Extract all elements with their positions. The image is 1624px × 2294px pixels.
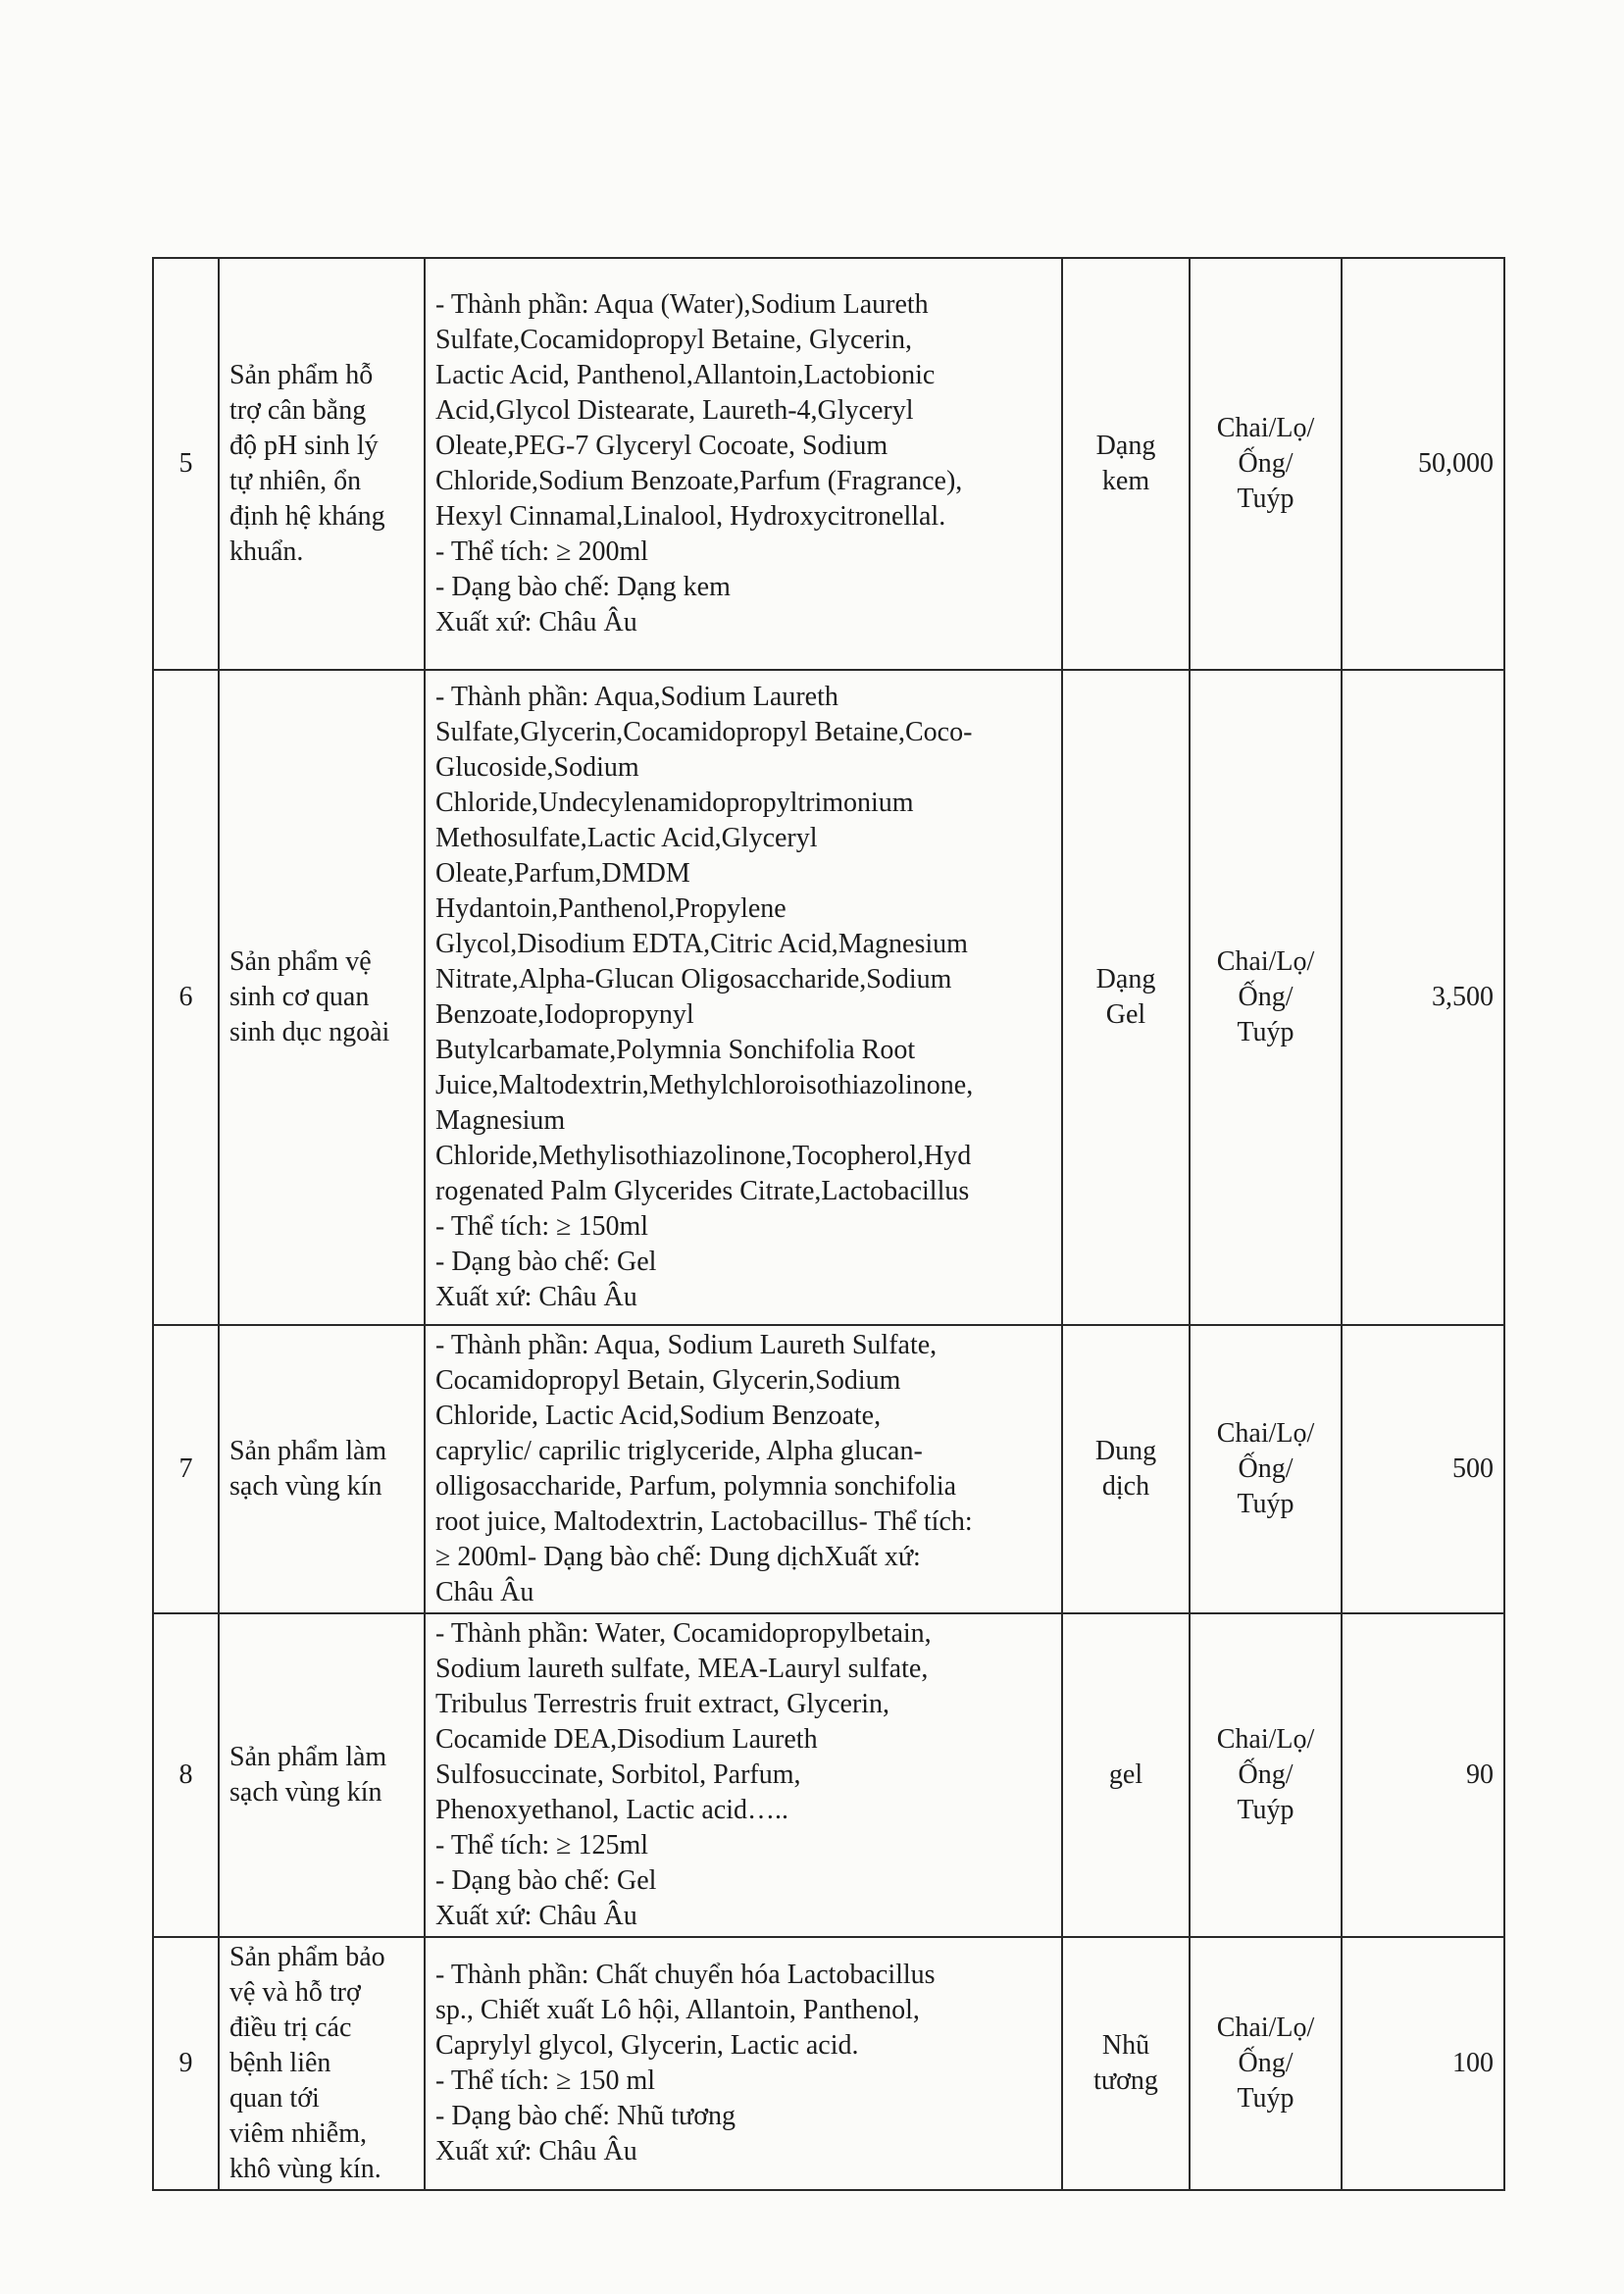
specification-line: Methosulfate,Lactic Acid,Glyceryl (435, 823, 818, 853)
packaging-line: Chai/Lọ/ (1216, 1418, 1315, 1449)
packaging-cell (1190, 1613, 1342, 1937)
packaging-line: Ống/ (1238, 448, 1294, 479)
specification-line: - Thể tích: ≥ 150ml (435, 1211, 649, 1242)
specification-line: Oleate,PEG-7 Glyceryl Cocoate, Sodium (435, 431, 888, 461)
specification-line: rogenated Palm Glycerides Citrate,Lactobacillus (435, 1176, 970, 1206)
dosage-form-line: Dạng (1095, 431, 1156, 461)
packaging-line: Tuýp (1237, 2083, 1294, 2114)
specification-line: Juice,Maltodextrin,Methylchloroisothiazolinone, (435, 1070, 974, 1100)
dosage-form-line: Gel (1105, 999, 1146, 1030)
table-row (153, 1613, 1504, 1937)
product-name-line: khô vùng kín. (229, 2154, 381, 2184)
row-number-cell (153, 1325, 219, 1613)
dosage-form-line: Dạng (1095, 964, 1156, 994)
product-name-line: điều trị các (229, 2013, 352, 2043)
row-number: 9 (178, 2048, 193, 2078)
product-name-line: tự nhiên, ổn (229, 466, 362, 496)
product-name-cell (219, 670, 425, 1325)
specification-line: ≥ 200ml- Dạng bào chế: Dung dịchXuất xứ: (435, 1542, 921, 1572)
specification-line: Xuất xứ: Châu Âu (435, 1901, 637, 1931)
specification-line: Sulfate,Cocamidopropyl Betaine, Glycerin, (435, 325, 912, 355)
product-name-cell (219, 258, 425, 670)
specification-line: Sulfate,Glycerin,Cocamidopropyl Betaine,Coco- (435, 717, 973, 747)
specification-line: Hexyl Cinnamal,Linalool, Hydroxycitronellal. (435, 501, 946, 532)
product-name-line: sạch vùng kín (229, 1471, 382, 1502)
packaging-line: Chai/Lọ/ (1216, 946, 1315, 977)
row-number: 8 (178, 1759, 193, 1790)
packaging-cell (1190, 1325, 1342, 1613)
table-row (153, 1937, 1504, 2190)
quantity: 100 (1452, 2048, 1494, 2078)
specification-line: Phenoxyethanol, Lactic acid….. (435, 1795, 788, 1825)
specification-line: Lactic Acid, Panthenol,Allantoin,Lactobionic (435, 360, 936, 390)
packaging-line: Ống/ (1238, 1759, 1294, 1790)
specification-line: Xuất xứ: Châu Âu (435, 1282, 637, 1312)
product-name-line: sinh dục ngoài (229, 1017, 390, 1047)
specification-line: Xuất xứ: Châu Âu (435, 607, 637, 637)
product-name-line: sạch vùng kín (229, 1777, 382, 1808)
quantity: 500 (1452, 1453, 1494, 1484)
packaging-line: Chai/Lọ/ (1216, 2013, 1315, 2043)
dosage-form-line: Dung (1094, 1436, 1157, 1466)
specification-line: Chloride,Undecylenamidopropyltrimonium (435, 788, 914, 818)
specification-line: Chloride,Sodium Benzoate,Parfum (Fragrance), (435, 466, 963, 496)
product-name-line: sinh cơ quan (229, 982, 370, 1012)
specification-line: Châu Âu (435, 1577, 534, 1607)
specification-line: - Dạng bào chế: Nhũ tương (435, 2101, 736, 2131)
product-name-line: độ pH sinh lý (229, 431, 379, 461)
product-name-line: Sản phẩm làm (229, 1742, 387, 1772)
specification-line: Caprylyl glycol, Glycerin, Lactic acid. (435, 2030, 859, 2061)
packaging-line: Ống/ (1238, 982, 1294, 1012)
product-spec-table (152, 257, 1505, 2191)
specification-line: Butylcarbamate,Polymnia Sonchifolia Root (435, 1035, 916, 1065)
dosage-form-line: tương (1093, 2065, 1158, 2096)
quantity-cell (1342, 1613, 1504, 1937)
product-name-line: Sản phẩm hỗ (229, 360, 374, 390)
row-number: 7 (178, 1453, 193, 1484)
dosage-form-line: Nhũ (1101, 2030, 1150, 2061)
row-number: 5 (178, 448, 193, 479)
specification-cell (425, 1613, 1062, 1937)
quantity-cell (1342, 670, 1504, 1325)
specification-line: caprylic/ caprilic triglyceride, Alpha glucan- (435, 1436, 923, 1466)
packaging-line: Chai/Lọ/ (1216, 413, 1315, 443)
quantity-cell (1342, 258, 1504, 670)
packaging-cell (1190, 670, 1342, 1325)
specification-line: Magnesium (435, 1105, 566, 1136)
specification-line: Hydantoin,Panthenol,Propylene (435, 893, 787, 924)
dosage-form-line: gel (1108, 1759, 1143, 1790)
product-name-line: Sản phẩm vệ (229, 946, 372, 977)
table-row (153, 258, 1504, 670)
dosage-form-cell (1062, 1937, 1190, 2190)
specification-cell (425, 1937, 1062, 2190)
specification-line: - Thành phần: Aqua,Sodium Laureth (435, 682, 838, 712)
specification-line: Cocamide DEA,Disodium Laureth (435, 1724, 818, 1755)
table-body (153, 258, 1504, 2190)
specification-line: - Thành phần: Aqua, Sodium Laureth Sulfate, (435, 1330, 938, 1360)
product-name-line: Sản phẩm bảo (229, 1942, 385, 1972)
quantity-cell (1342, 1325, 1504, 1613)
packaging-line: Ống/ (1238, 2048, 1294, 2078)
specification-line: - Thành phần: Chất chuyển hóa Lactobacillus (435, 1960, 936, 1990)
specification-line: Chloride, Lactic Acid,Sodium Benzoate, (435, 1401, 882, 1431)
dosage-form-line: kem (1101, 466, 1150, 496)
specification-line: - Thể tích: ≥ 150 ml (435, 2065, 656, 2096)
product-name-line: bệnh liên (229, 2048, 331, 2078)
specification-line: sp., Chiết xuất Lô hội, Allantoin, Panthenol, (435, 1995, 920, 2025)
table-row (153, 1325, 1504, 1613)
dosage-form-cell (1062, 670, 1190, 1325)
product-name-line: quan tới (229, 2083, 320, 2114)
quantity: 3,500 (1432, 982, 1494, 1012)
specification-line: - Dạng bào chế: Dạng kem (435, 572, 731, 602)
specification-line: Xuất xứ: Châu Âu (435, 2136, 637, 2167)
product-name-cell (219, 1937, 425, 2190)
specification-line: Nitrate,Alpha-Glucan Oligosaccharide,Sodium (435, 964, 952, 994)
quantity-cell (1342, 1937, 1504, 2190)
packaging-line: Chai/Lọ/ (1216, 1724, 1315, 1755)
product-name-line: Sản phẩm làm (229, 1436, 387, 1466)
packaging-cell (1190, 1937, 1342, 2190)
packaging-line: Ống/ (1238, 1453, 1294, 1484)
specification-line: - Thể tích: ≥ 125ml (435, 1830, 649, 1861)
specification-line: - Thành phần: Water, Cocamidopropylbetain, (435, 1618, 932, 1649)
specification-line: Chloride,Methylisothiazolinone,Tocopherol,Hyd (435, 1141, 972, 1171)
dosage-form-cell (1062, 1613, 1190, 1937)
specification-cell (425, 258, 1062, 670)
packaging-line: Tuýp (1237, 484, 1294, 514)
specification-line: olligosaccharide, Parfum, polymnia sonchifolia (435, 1471, 957, 1502)
specification-line: root juice, Maltodextrin, Lactobacillus- Thể tích: (435, 1506, 973, 1537)
dosage-form-cell (1062, 258, 1190, 670)
product-name-line: trợ cân bằng (229, 395, 367, 426)
table-row (153, 670, 1504, 1325)
product-name-line: vệ và hỗ trợ (229, 1977, 361, 2008)
specification-line: - Thể tích: ≥ 200ml (435, 536, 649, 567)
specification-line: Sodium laureth sulfate, MEA-Lauryl sulfate, (435, 1654, 929, 1684)
specification-line: Oleate,Parfum,DMDM (435, 858, 690, 889)
row-number-cell (153, 670, 219, 1325)
product-name-line: viêm nhiễm, (229, 2118, 367, 2149)
row-number-cell (153, 1613, 219, 1937)
packaging-line: Tuýp (1237, 1795, 1294, 1825)
packaging-line: Tuýp (1237, 1489, 1294, 1519)
quantity: 90 (1466, 1759, 1494, 1790)
packaging-cell (1190, 258, 1342, 670)
packaging-line: Tuýp (1237, 1017, 1294, 1047)
specification-line: Sulfosuccinate, Sorbitol, Parfum, (435, 1759, 801, 1790)
quantity: 50,000 (1418, 448, 1494, 479)
dosage-form-cell (1062, 1325, 1190, 1613)
specification-line: Benzoate,Iodopropynyl (435, 999, 694, 1030)
specification-line: Glucoside,Sodium (435, 752, 639, 783)
row-number: 6 (178, 982, 193, 1012)
row-number-cell (153, 258, 219, 670)
specification-line: - Thành phần: Aqua (Water),Sodium Laureth (435, 289, 929, 320)
product-name-line: khuẩn. (229, 536, 304, 567)
specification-line: - Dạng bào chế: Gel (435, 1247, 657, 1277)
product-name-cell (219, 1325, 425, 1613)
specification-line: - Dạng bào chế: Gel (435, 1865, 657, 1896)
specification-line: Tribulus Terrestris fruit extract, Glycerin, (435, 1689, 890, 1719)
specification-line: Glycol,Disodium EDTA,Citric Acid,Magnesium (435, 929, 968, 959)
row-number-cell (153, 1937, 219, 2190)
dosage-form-line: dịch (1101, 1471, 1150, 1502)
specification-line: Acid,Glycol Distearate, Laureth-4,Glyceryl (435, 395, 914, 426)
specification-cell (425, 670, 1062, 1325)
product-name-line: định hệ kháng (229, 501, 385, 532)
specification-cell (425, 1325, 1062, 1613)
specification-line: Cocamidopropyl Betain, Glycerin,Sodium (435, 1365, 901, 1396)
product-name-cell (219, 1613, 425, 1937)
